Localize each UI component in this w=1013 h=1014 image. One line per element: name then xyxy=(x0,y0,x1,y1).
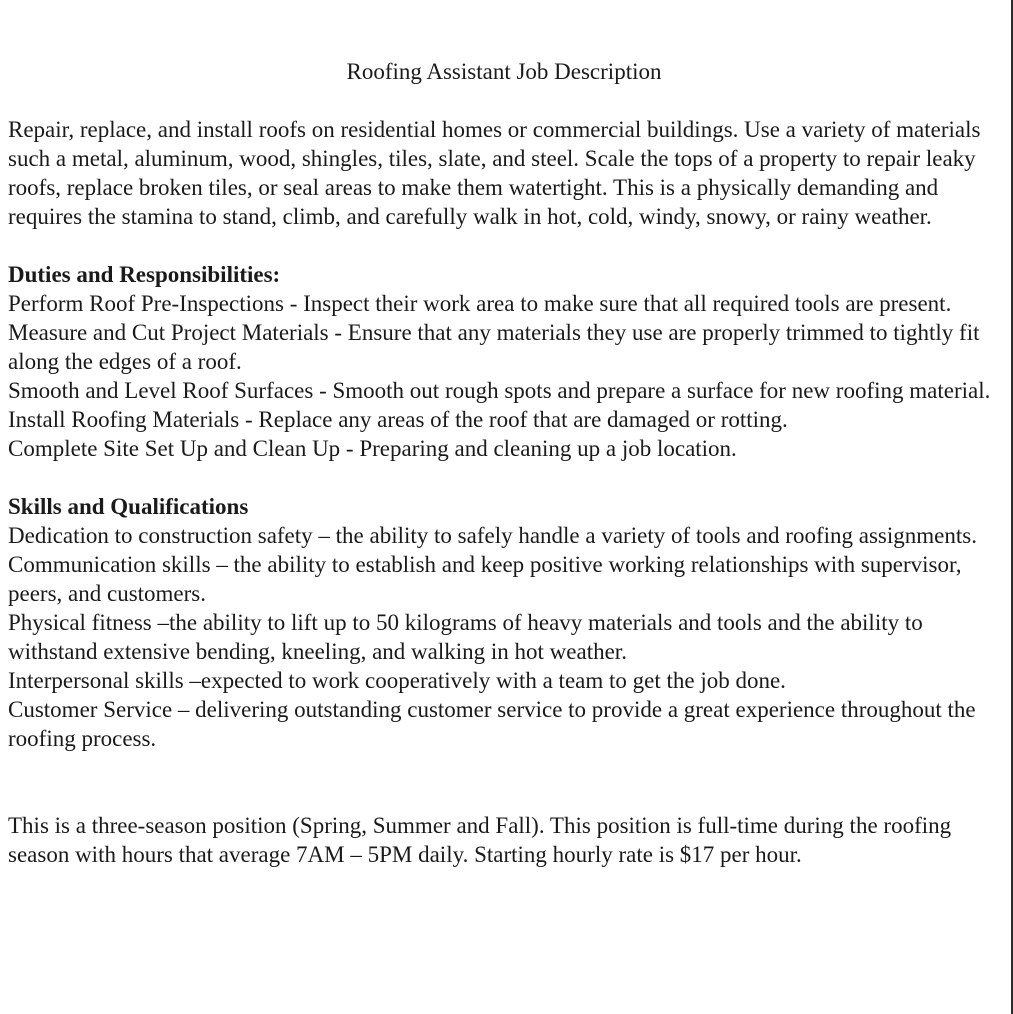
spacer xyxy=(8,231,1000,260)
skill-item: Dedication to construction safety – the ability to safely handle a variety of tools and roofing assignments. xyxy=(8,523,977,548)
duties-heading: Duties and Responsibilities: xyxy=(8,262,281,287)
document-body xyxy=(8,57,1000,869)
skill-item: Interpersonal skills –expected to work cooperatively with a team to get the job done. xyxy=(8,668,786,693)
duty-item: Smooth and Level Roof Surfaces - Smooth out rough spots and prepare a surface for new roofing material. xyxy=(8,378,991,403)
skill-item: Communication skills – the ability to establish and keep positive working relationships with supervisor, peers, and customers. xyxy=(8,552,962,606)
skill-item: Customer Service – delivering outstanding customer service to provide a great experience throughout the roofing process. xyxy=(8,697,976,751)
closing-paragraph: This is a three-season position (Spring, Summer and Fall). This position is full-time during the roofing season with hours that average 7AM – 5PM daily. Starting hourly rate is $17 per hour. xyxy=(8,813,952,867)
spacer xyxy=(8,782,1000,811)
spacer xyxy=(8,463,1000,492)
skill-item: Physical fitness –the ability to lift up to 50 kilograms of heavy materials and tools and the ability to withstand extensive bending, kneeling, and walking in hot weather. xyxy=(8,610,923,664)
duty-item: Complete Site Set Up and Clean Up - Preparing and cleaning up a job location. xyxy=(8,436,737,461)
intro-paragraph: Repair, replace, and install roofs on residential homes or commercial buildings. Use a variety of materials such a metal, aluminum, wood, shingles, tiles, slate, and steel. Scale the tops of a property to repair leaky roofs, replace broken tiles, or seal areas to make them watertight. This is a physically demanding and requires the stamina to stand, climb, and carefully walk in hot, cold, windy, snowy, or rainy weather. xyxy=(8,117,981,229)
duty-item: Install Roofing Materials - Replace any areas of the roof that are damaged or rotting. xyxy=(8,407,788,432)
duty-item: Measure and Cut Project Materials - Ensure that any materials they use are properly trimmed to tightly fit along the edges of a roof. xyxy=(8,320,980,374)
document-title: Roofing Assistant Job Description xyxy=(346,59,662,84)
spacer xyxy=(8,86,1000,115)
skills-heading: Skills and Qualifications xyxy=(8,494,249,519)
duty-item: Perform Roof Pre-Inspections - Inspect their work area to make sure that all required tools are present. xyxy=(8,291,952,316)
spacer xyxy=(8,753,1000,782)
